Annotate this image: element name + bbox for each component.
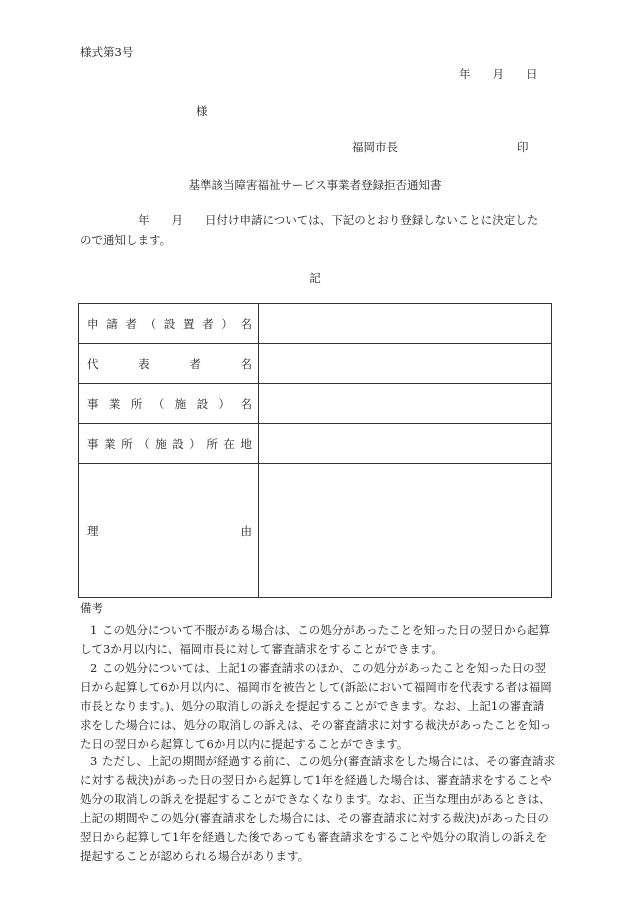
issuer-name: 福岡市長 [352,140,398,154]
row-label-char: 設 [163,316,176,331]
row-label-char: 設 [172,436,184,451]
row-label [79,344,259,384]
row-label-char: 所 [206,436,218,451]
note-text: この処分については、上記1の審査請求のほか、この処分があったことを知った日の翌日から起算して6か月以内に、福岡市を被告として(訴訟において福岡市を代表する者は福岡市長となります。)、処分の取消しの訴えを提起することができます。なお、上記1の審査請求をした場合には、処分の取消しの訴えは、その審査請求に対する裁決があったことを知った日の翌日から起算して6か月以内に提起することができます。 [80,661,552,751]
date-line [459,66,538,82]
row-label-char: 施 [155,436,167,451]
row-label-char: 表 [138,356,150,371]
date-year: 年 [459,67,471,81]
row-label-char: 名 [240,316,252,331]
row-label-char: 施 [174,396,187,411]
row-label-char: 所 [130,396,143,411]
row-label-char: （ [138,436,150,451]
row-label [79,464,259,598]
table-row [79,304,552,344]
row-label-text [87,523,252,539]
date-day: 日 [526,67,538,81]
ki-heading: 記 [309,271,321,285]
row-label-char: （ [152,396,165,411]
table-row [79,384,552,424]
row-label-char: 所 [121,436,133,451]
row-label-char: 名 [240,396,252,411]
body-text-line2: ので通知します。 [80,233,172,247]
body-text [80,210,560,250]
row-label [79,304,259,344]
document-title: 基準該当障害福祉サービス事業者登録拒否通知書 [188,178,442,192]
note-text: この処分について不服がある場合は、この処分があったことを知った日の翌日から起算して3か月以内に、福岡市長に対して審査請求をすることができます。 [80,623,551,656]
note-number: 2 [90,661,98,675]
row-value [259,464,552,598]
row-label-char: 業 [108,396,121,411]
date-month: 月 [492,67,504,81]
table-row [79,424,552,464]
row-label-text [87,356,252,372]
row-label-char: 代 [87,356,99,371]
row-label-char: 事 [87,436,99,451]
row-label [79,384,259,424]
row-value [259,344,552,384]
note-number: 1 [90,623,98,637]
row-label-char: 由 [240,523,252,538]
row-label-char: 在 [223,436,235,451]
row-value [259,384,552,424]
row-value [259,424,552,464]
form-number: 様式第3号 [80,45,134,59]
row-label-char: 名 [240,356,252,371]
info-table [78,303,552,598]
body-text-line1: 日付け申請については、下記のとおり登録しないことに決定した [205,213,539,227]
row-label-char: 理 [87,523,99,538]
row-label-char: ） [189,436,201,451]
note-item [80,621,555,659]
row-label-char: （ [144,316,157,331]
row-label-char: 者 [202,316,214,331]
row-label-char: 者 [189,356,201,371]
row-label [79,424,259,464]
note-text: ただし、上記の期間が経過する前に、この処分(審査請求をした場合には、その審査請求に対する裁決)があった日の翌日から起算して1年を経過した場合は、審査請求をすることや処分の取消しの訴えを提起することができなくなります。なお、正当な理由があるときは、上記の期間やこの処分(審査請求をした場合には、その審査請求に対する裁決)があった日の翌日から起算して1年を経過した後であっても審査請求をすることや処分の取消しの訴えを提起することが認められる場合があります。 [80,754,555,863]
note-item [80,752,555,866]
row-label-char: 業 [104,436,116,451]
note-item [80,659,555,754]
note-number: 3 [90,754,98,768]
notes-title: 備考 [80,601,103,615]
row-label-char: 者 [125,316,137,331]
body-month: 月 [171,213,183,227]
row-label-text [87,396,252,412]
table-row [79,464,552,598]
row-label-char: 地 [240,436,252,451]
row-label-char: 設 [196,396,209,411]
row-label-char: 置 [182,316,195,331]
row-value [259,304,552,344]
row-label-char: ） [218,396,231,411]
addressee-suffix: 様 [196,104,208,118]
row-label-char: 申 [87,316,99,331]
row-label-text [87,436,252,452]
row-label-char: 事 [87,396,99,411]
row-label-text [87,316,252,332]
body-year: 年 [138,213,150,227]
table-row [79,344,552,384]
row-label-char: ） [221,316,233,331]
row-label-char: 請 [106,316,118,331]
seal-mark: 印 [517,140,529,154]
